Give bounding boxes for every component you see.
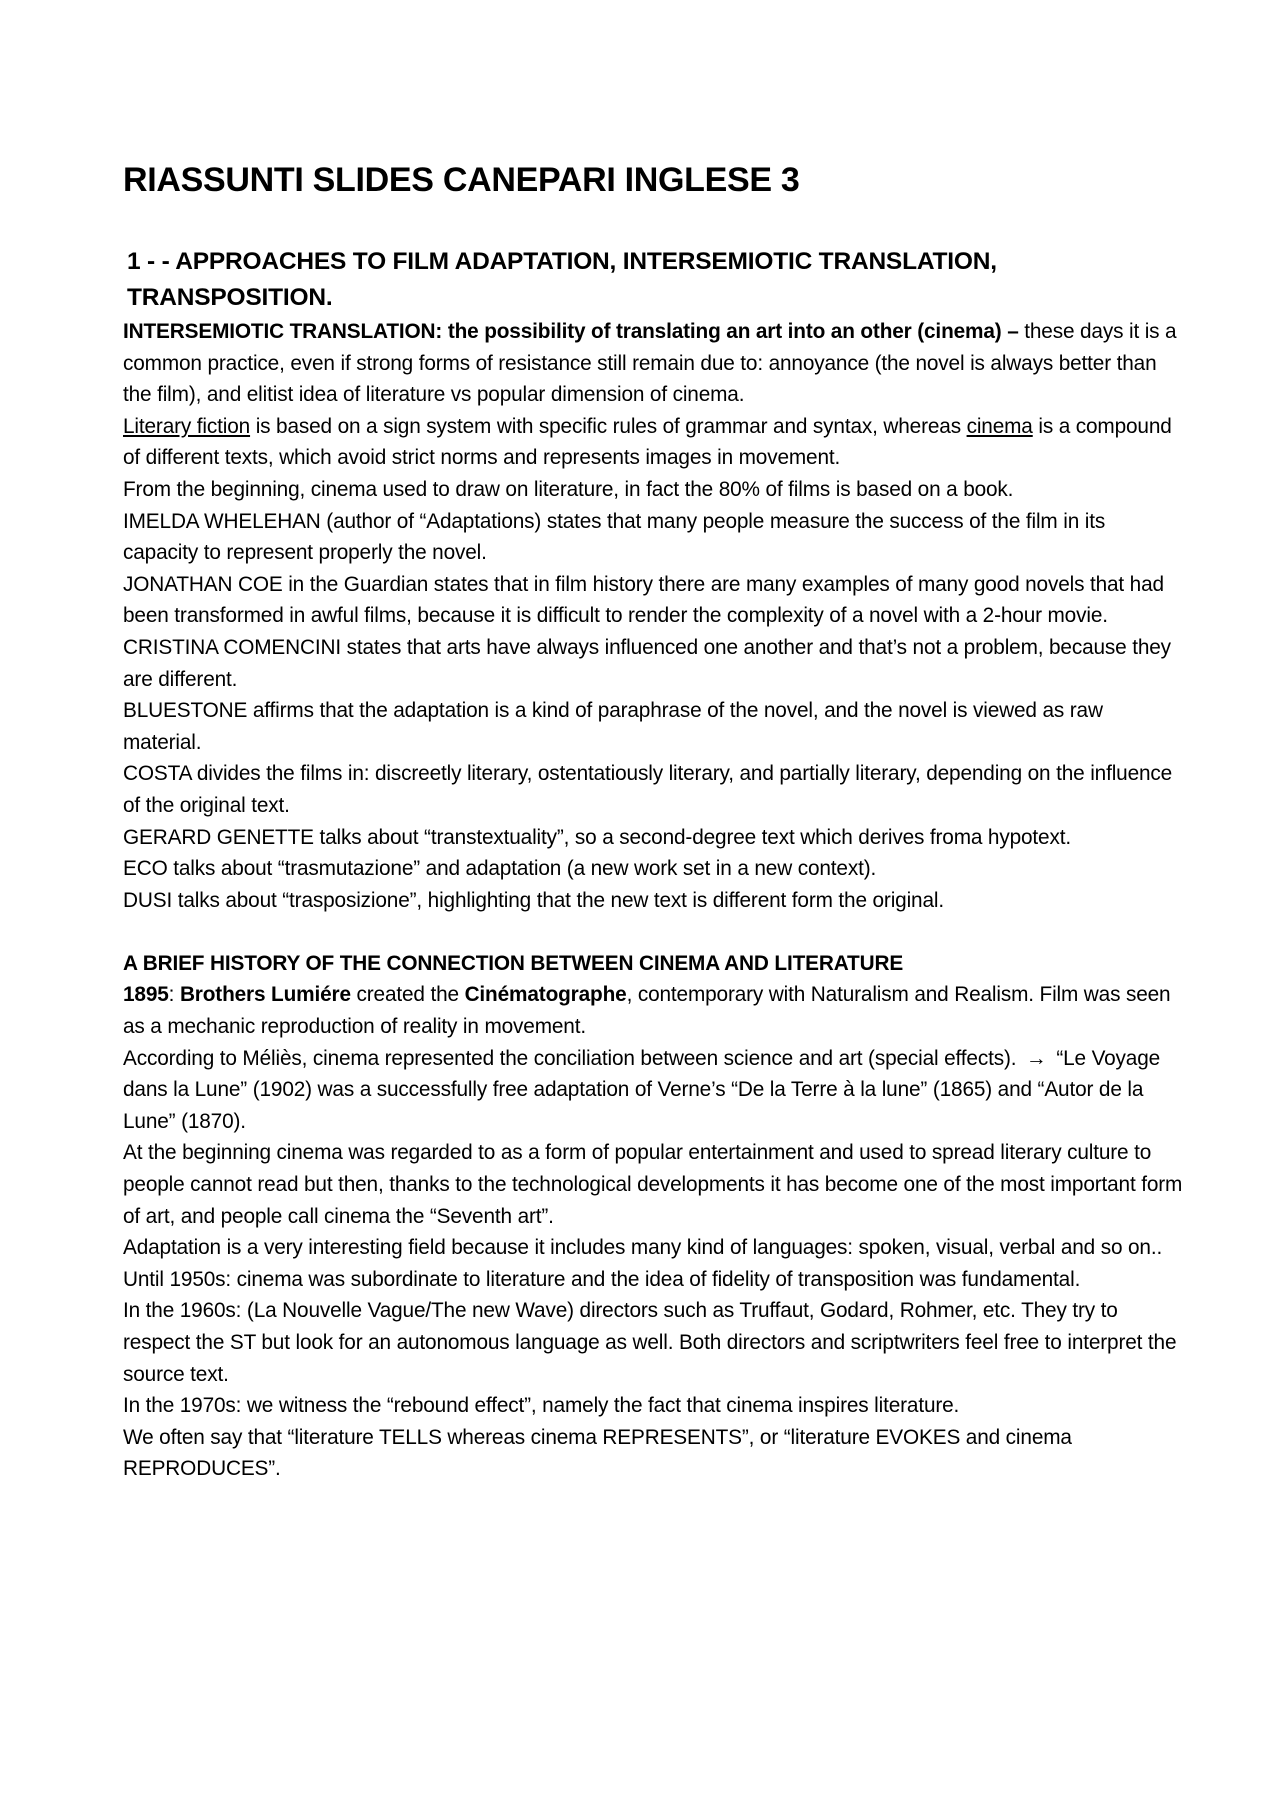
literary-fiction-paragraph	[123, 411, 1183, 474]
section-1-heading: 1 - - APPROACHES TO FILM ADAPTATION, INTERSEMIOTIC TRANSLATION, TRANSPOSITION.	[127, 248, 997, 311]
paragraph: Adaptation is a very interesting field because it includes many kind of languages: spoken, visual, verbal and so on..	[123, 1236, 1163, 1260]
cinema-text: is a compound of different texts, which avoid strict norms and represents images in movement.	[123, 414, 1172, 470]
literary-fiction-term: Literary fiction	[123, 414, 251, 438]
paragraph: GERARD GENETTE talks about “transtextuality”, so a second-degree text which derives froma hypotext.	[123, 825, 1071, 849]
paragraph: BLUESTONE affirms that the adaptation is a kind of paraphrase of the novel, and the novel is viewed as raw material.	[123, 699, 1103, 754]
brothers-lumiere: Brothers Lumiére	[179, 983, 351, 1007]
year-separator: :	[168, 983, 180, 1007]
paragraph: DUSI talks about “trasposizione”, highlighting that the new text is different form the original.	[123, 888, 944, 912]
cinema-term: cinema	[966, 414, 1033, 438]
paragraph: IMELDA WHELEHAN (author of “Adaptations) states that many people measure the success of the film in its capacity to represent properly the novel.	[123, 509, 1106, 565]
lumiere-rest: , contemporary with Naturalism and Realism. Film was seen as a mechanic reproduction of reality in movement.	[123, 983, 1171, 1039]
literary-fiction-text: is based on a sign system with specific rules of grammar and syntax, whereas	[250, 414, 967, 438]
year-1895: 1895	[123, 983, 169, 1007]
paragraph: CRISTINA COMENCINI states that arts have always influenced one another and that’s not a problem, because they are different.	[123, 635, 1171, 691]
spacer	[123, 916, 1183, 948]
cinematographe: Cinématographe	[464, 983, 627, 1007]
document-title: RIASSUNTI SLIDES CANEPARI INGLESE 3	[123, 161, 800, 199]
paragraph: ECO talks about “trasmutazione” and adaptation (a new work set in a new context).	[123, 857, 877, 881]
paragraph: In the 1970s: we witness the “rebound effect”, namely the fact that cinema inspires literature.	[123, 1394, 960, 1418]
intersemiotic-label: INTERSEMIOTIC TRANSLATION: the possibility of translating an art into an other (cinema) –	[123, 320, 1019, 343]
lumiere-paragraph	[123, 979, 1183, 1042]
right-arrow-icon: →	[1026, 1046, 1047, 1070]
paragraph: Until 1950s: cinema was subordinate to literature and the idea of fidelity of transposition was fundamental.	[123, 1267, 1081, 1291]
melies-paragraph	[123, 1043, 1183, 1138]
intersemiotic-text: these days it is a common practice, even if strong forms of resistance still remain due to: annoyance (the novel is always better than the film), and elitist idea of literature vs popular dimension of cinema.	[123, 320, 1177, 407]
section-2-heading: A BRIEF HISTORY OF THE CONNECTION BETWEEN CINEMA AND LITERATURE	[123, 951, 904, 975]
intersemiotic-paragraph	[123, 316, 1183, 411]
paragraph: At the beginning cinema was regarded to as a form of popular entertainment and used to spread literary culture to people cannot read but then, thanks to the technological developments it has become one of the most important form of art, and people call cinema the “Seventh art”.	[123, 1141, 1183, 1228]
paragraph: COSTA divides the films in: discreetly literary, ostentatiously literary, and partially literary, depending on the influence of the original text.	[123, 762, 1173, 817]
document-page	[123, 160, 1183, 1485]
section-1-body	[123, 316, 1183, 1485]
paragraph: JONATHAN COE in the Guardian states that in film history there are many examples of many good novels that had been transformed in awful films, because it is difficult to render the complexity of a novel with a 2-hour movie.	[123, 572, 1164, 628]
melies-text-after: “Le Voyage dans la Lune” (1902) was a successfully free adaptation of Verne’s “De la Terre à la lune” (1865) and “Autor de la Lune” (1870).	[123, 1046, 1161, 1133]
paragraph: From the beginning, cinema used to draw on literature, in fact the 80% of films is based on a book.	[123, 477, 1014, 501]
melies-text-before: According to Méliès, cinema represented the conciliation between science and art (special effects).	[123, 1046, 1017, 1070]
paragraph: In the 1960s: (La Nouvelle Vague/The new Wave) directors such as Truffaut, Godard, Rohmer, etc. They try to respect the ST but look for an autonomous language as well. Both directors and scriptwriters feel free to interpret the source text.	[123, 1299, 1177, 1386]
created-the-text: created the	[350, 983, 465, 1007]
paragraph: We often say that “literature TELLS whereas cinema REPRESENTS”, or “literature EVOKES and cinema REPRODUCES”.	[123, 1425, 1072, 1481]
